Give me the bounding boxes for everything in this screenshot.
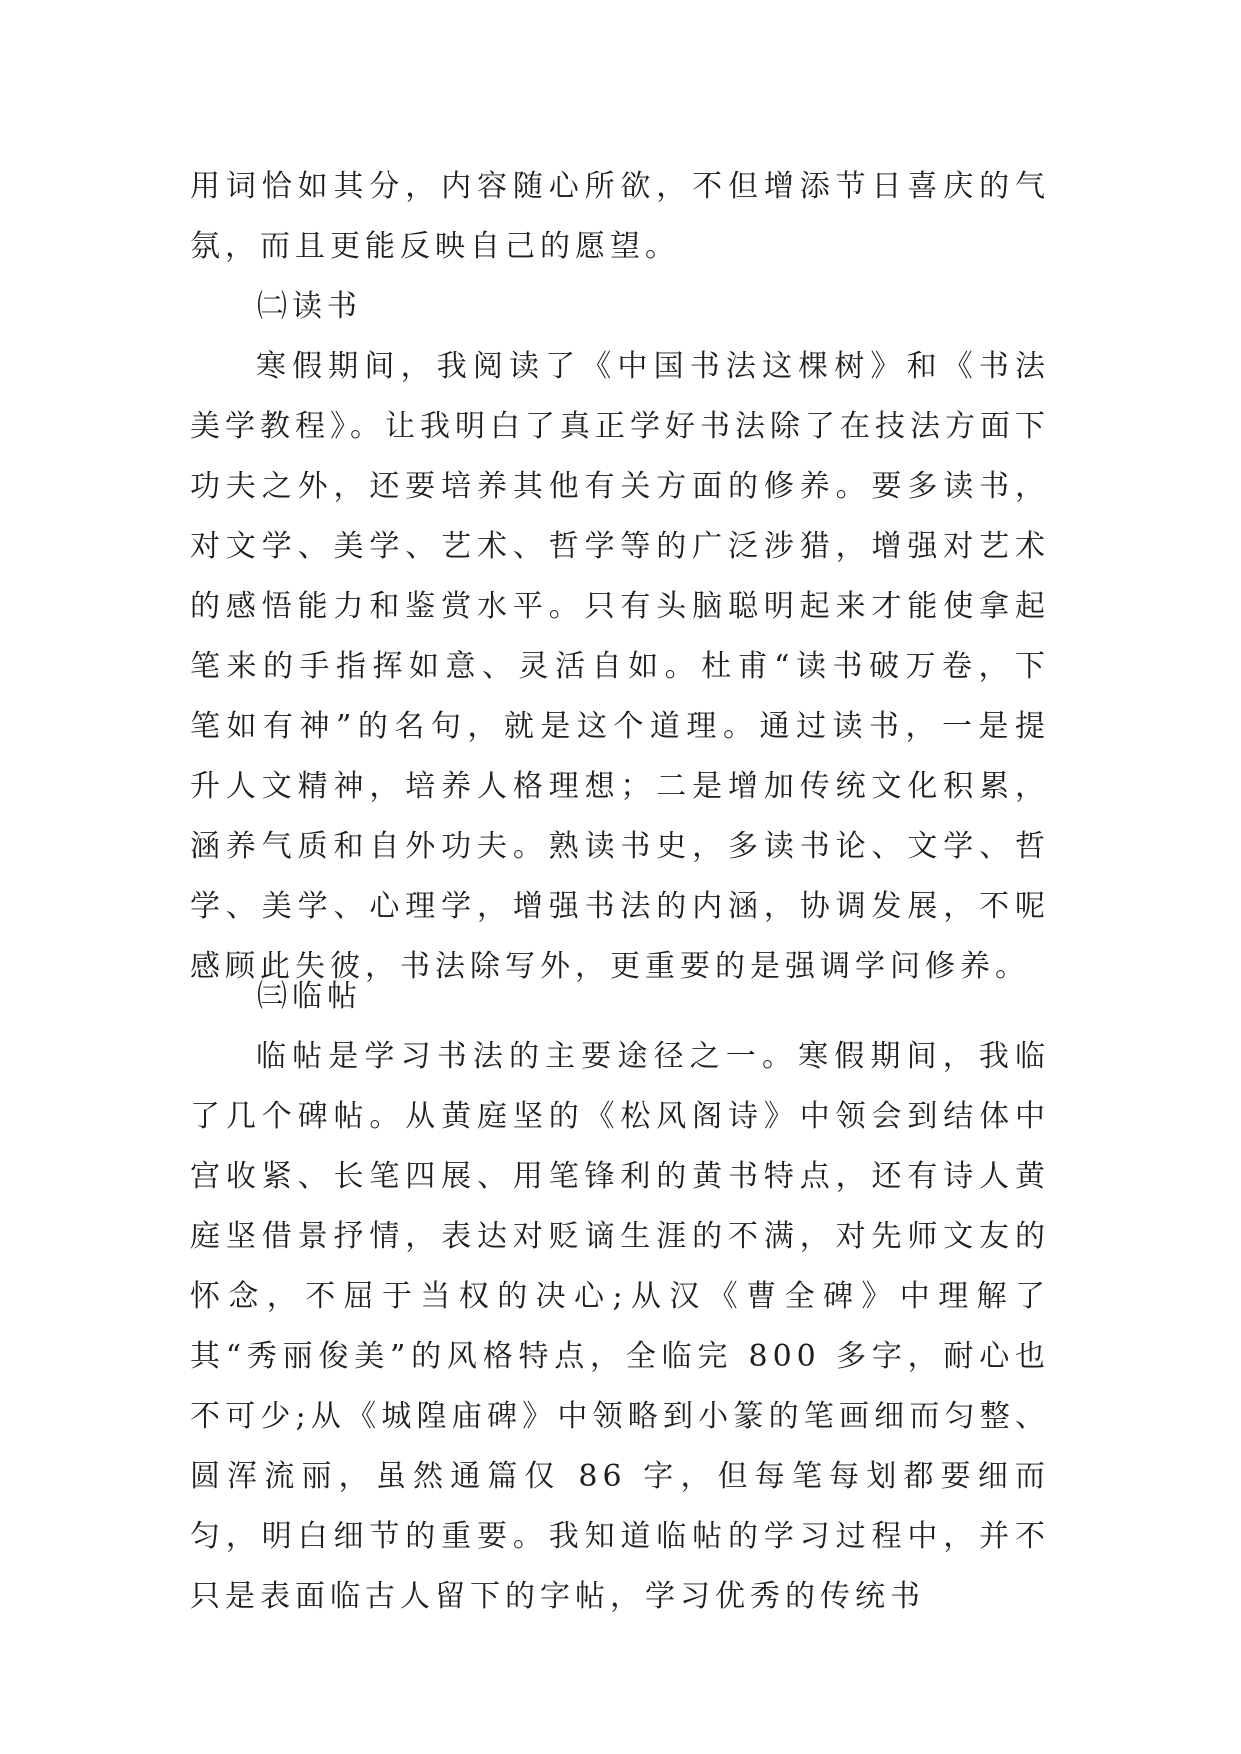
paragraph-copying: 临帖是学习书法的主要途径之一。寒假期间，我临了几个碑帖。从黄庭坚的《松风阁诗》中领会到结体中宫收紧、长笔四展、用笔锋利的黄书特点，还有诗人黄庭坚借景抒情，表达对贬谪生涯的不满，对先师文友的怀念，不屈于当权的决心;从汉《曹全碑》中理解了其“秀丽俊美”的风格特点，全临完 800 多字，耐心也不可少;从《城隍庙碑》中领略到小篆的笔画细而匀整、圆浑流丽，虽然通篇仅 86 字，但每笔每划都要细而匀，明白细节的重要。我知道临帖的学习过程中，并不只是表面临古人留下的字帖，学习优秀的传统书 <box>190 1039 1050 1614</box>
section-heading-copying: ㈢临帖 <box>257 979 362 1014</box>
paragraph-reading: 寒假期间，我阅读了《中国书法这棵树》和《书法美学教程》。让我明白了真正学好书法除了在技法方面下功夫之外，还要培养其他有关方面的修养。要多读书，对文学、美学、艺术、哲学等的广泛涉猎，增强对艺术的感悟能力和鉴赏水平。只有头脑聪明起来才能使拿起笔来的手指挥如意、灵活自如。杜甫“读书破万卷，下笔如有神”的名句，就是这个道理。通过读书，一是提升人文精神，培养人格理想；二是增加传统文化积累，涵养气质和自外功夫。熟读书史，多读书论、文学、哲学、美学、心理学，增强书法的内涵，协调发展，不呢感顾此失彼，书法除写外，更重要的是强调学问修养。 <box>190 349 1050 984</box>
paragraph-continuation: 用词恰如其分，内容随心所欲，不但增添节日喜庆的气氛，而且更能反映自己的愿望。 <box>190 169 1050 264</box>
section-heading-reading: ㈡读书 <box>257 289 362 324</box>
